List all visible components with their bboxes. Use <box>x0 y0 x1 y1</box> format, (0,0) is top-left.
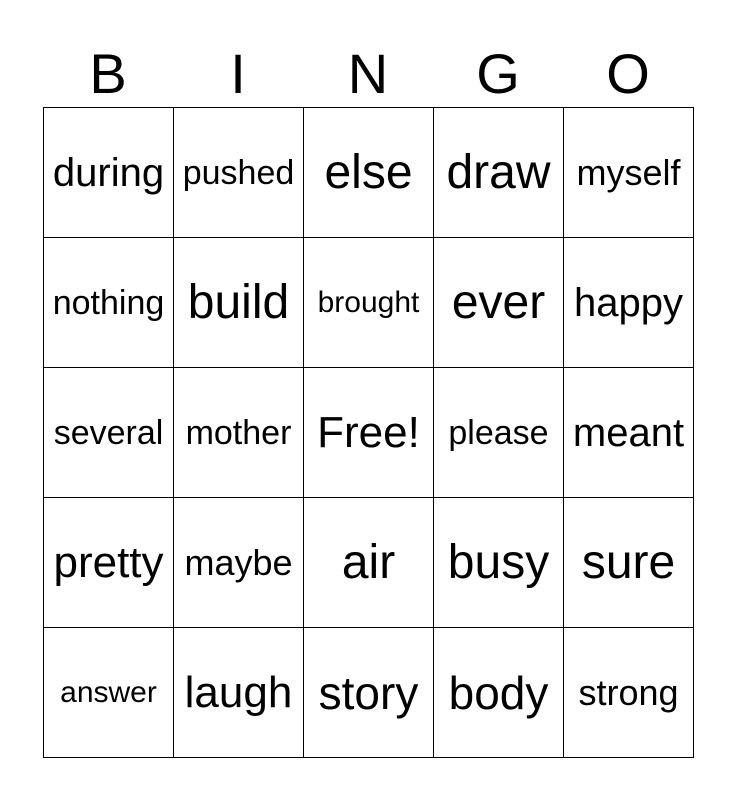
bingo-cell: several <box>44 368 174 498</box>
bingo-cell: pretty <box>44 498 174 628</box>
bingo-cell: meant <box>564 368 694 498</box>
bingo-cell: during <box>44 108 174 238</box>
bingo-cell: maybe <box>174 498 304 628</box>
header-letter-n: N <box>347 42 389 105</box>
bingo-cell: myself <box>564 108 694 238</box>
header-letter-g: G <box>476 42 520 105</box>
bingo-cell: air <box>304 498 434 628</box>
free-space: Free! <box>304 368 434 498</box>
bingo-cell: build <box>174 238 304 368</box>
bingo-cell: laugh <box>174 628 304 758</box>
header-letter-o: O <box>606 42 650 105</box>
bingo-cell: busy <box>434 498 564 628</box>
bingo-cell: draw <box>434 108 564 238</box>
bingo-cell: please <box>434 368 564 498</box>
bingo-cell: story <box>304 628 434 758</box>
bingo-cell: body <box>434 628 564 758</box>
bingo-cell: strong <box>564 628 694 758</box>
bingo-cell: happy <box>564 238 694 368</box>
bingo-header <box>43 40 693 108</box>
bingo-cell: mother <box>174 368 304 498</box>
bingo-cell: nothing <box>44 238 174 368</box>
header-letter-i: I <box>230 42 246 105</box>
bingo-board <box>43 107 694 758</box>
bingo-cell: ever <box>434 238 564 368</box>
bingo-cell: else <box>304 108 434 238</box>
bingo-cell: brought <box>304 238 434 368</box>
bingo-cell: sure <box>564 498 694 628</box>
bingo-cell: answer <box>44 628 174 758</box>
bingo-cell: pushed <box>174 108 304 238</box>
header-letter-b: B <box>89 42 127 105</box>
